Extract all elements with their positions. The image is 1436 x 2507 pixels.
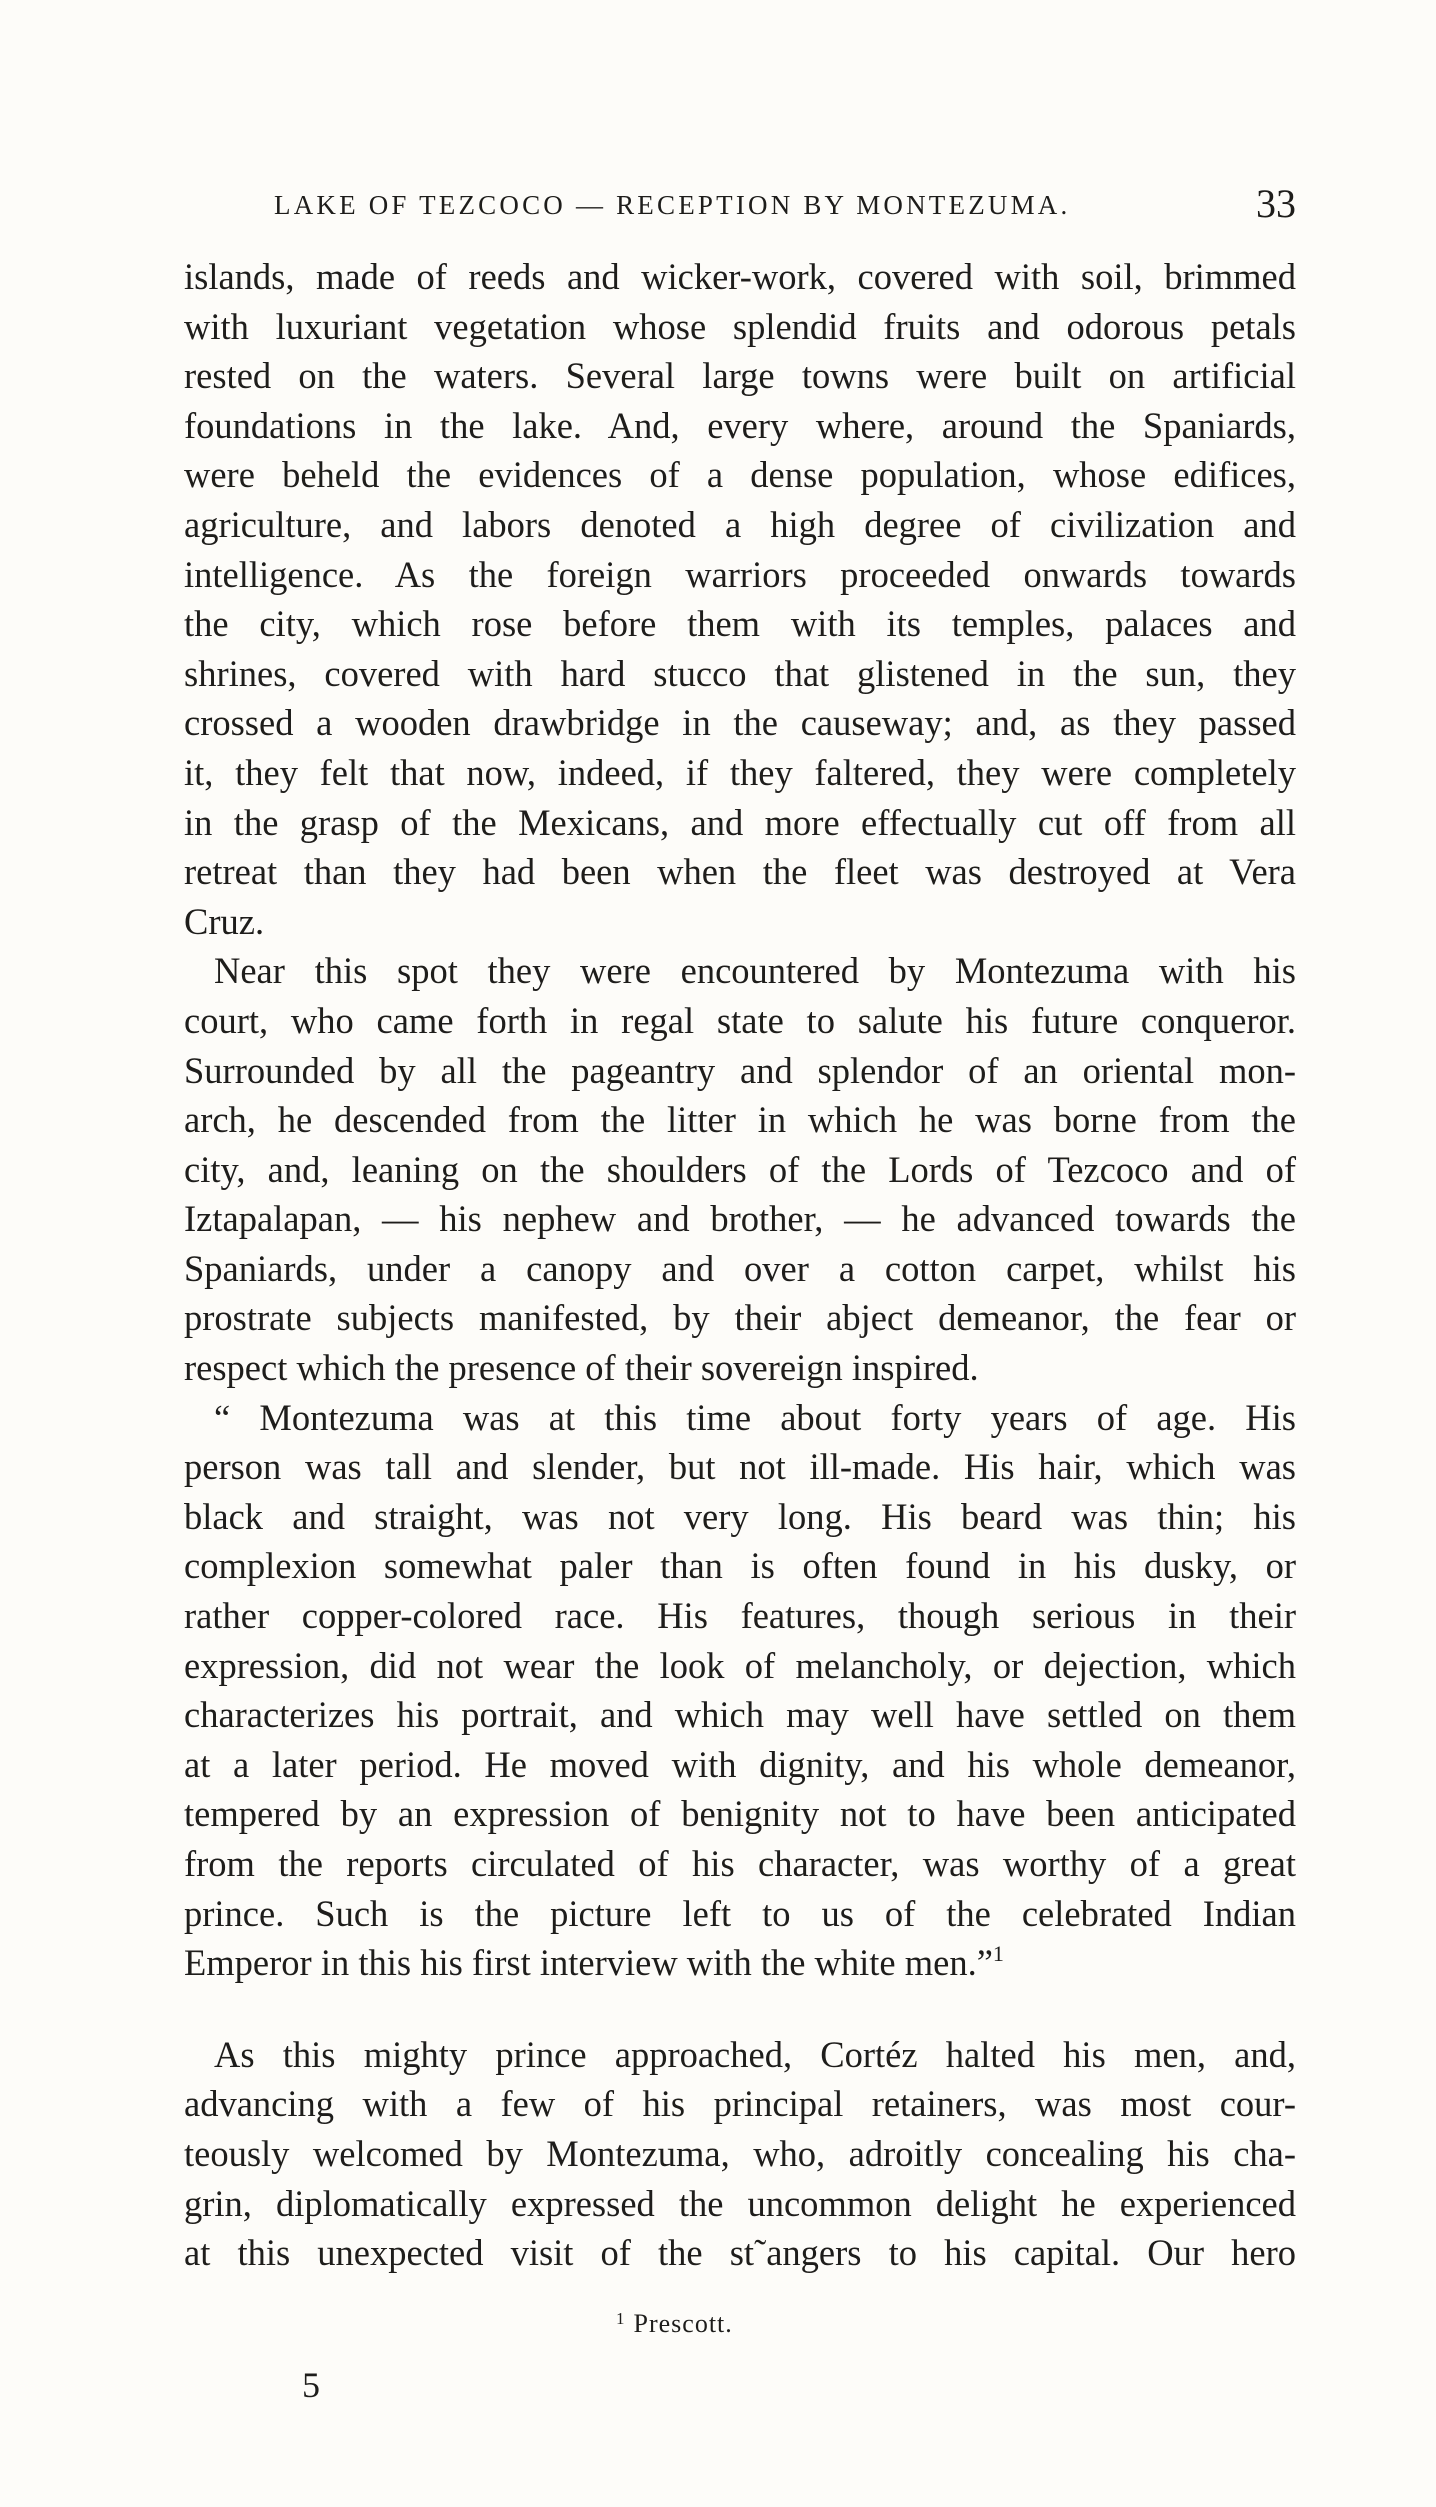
text-line: Iztapalapan, — his nephew and brother, — he advanced towards the [184, 1198, 1296, 1240]
text-line: arch, he descended from the litter in which he was borne from the [184, 1099, 1296, 1141]
footnote-marker: 1 [616, 2309, 626, 2328]
footnote-reference[interactable]: 1 [992, 1941, 1004, 1967]
text-line: prince. Such is the picture left to us of the celebrated Indian [184, 1892, 1296, 1934]
signature-mark: 5 [302, 2365, 320, 2405]
text-line: agriculture, and labors denoted a high degree of civilization and [184, 503, 1296, 545]
page-number: 33 [1256, 181, 1296, 226]
text-line: black and straight, was not very long. His beard was thin; his [184, 1495, 1296, 1537]
footnote [616, 2309, 733, 2339]
running-header [274, 180, 1296, 228]
text-line: teously welcomed by Montezuma, who, adroitly concealing his cha- [184, 2132, 1296, 2174]
text-line: Emperor in this his first interview with the white men.” [184, 1942, 993, 1984]
text-line: intelligence. As the foreign warriors proceeded onwards towards [184, 553, 1296, 595]
text-line: at a later period. He moved with dignity, and his whole demeanor, [184, 1743, 1296, 1785]
text-line: grin, diplomatically expressed the uncommon delight he experienced [184, 2182, 1296, 2224]
text-line: rather copper-colored race. His features, though serious in their [184, 1595, 1296, 1637]
text-line: respect which the presence of their sovereign inspired. [184, 1347, 979, 1389]
text-line: Surrounded by all the pageantry and splendor of an oriental mon- [184, 1049, 1296, 1091]
text-line: “ Montezuma was at this time about forty years of age. His [214, 1396, 1296, 1438]
text-line: were beheld the evidences of a dense population, whose edifices, [184, 454, 1296, 496]
text-line: in the grasp of the Mexicans, and more effectually cut off from all [184, 801, 1296, 843]
text-line: prostrate subjects manifested, by their abject demeanor, the fear or [184, 1297, 1296, 1339]
text-line-with-footnote [184, 1938, 1296, 1988]
text-line: person was tall and slender, but not ill-made. His hair, which was [184, 1446, 1296, 1488]
text-line: retreat than they had been when the fleet was destroyed at Vera [184, 851, 1296, 893]
text-line: it, they felt that now, indeed, if they faltered, they were completely [184, 751, 1296, 793]
text-line: tempered by an expression of benignity not to have been anticipated [184, 1793, 1296, 1835]
text-line: islands, made of reeds and wicker-work, covered with soil, brimmed [184, 256, 1296, 297]
text-line: advancing with a few of his principal retainers, was most cour- [184, 2083, 1296, 2125]
text-line: court, who came forth in regal state to salute his future conqueror. [184, 999, 1296, 1041]
text-line: As this mighty prince approached, Cortéz halted his men, and, [214, 2033, 1296, 2075]
text-line: with luxuriant vegetation whose splendid fruits and odorous petals [184, 305, 1296, 347]
text-line: city, and, leaning on the shoulders of the Lords of Tezcoco and of [184, 1148, 1296, 1190]
footnote-text: Prescott. [633, 2309, 733, 2338]
paragraph-gap [184, 1988, 1296, 2030]
text-line: expression, did not wear the look of melancholy, or dejection, which [184, 1644, 1296, 1686]
text-line: Spaniards, under a canopy and over a cotton carpet, whilst his [184, 1247, 1296, 1289]
text-line: crossed a wooden drawbridge in the causeway; and, as they passed [184, 702, 1296, 744]
text-line: Near this spot they were encountered by Montezuma with his [214, 950, 1296, 992]
text-line: Cruz. [184, 900, 265, 942]
text-line: rested on the waters. Several large towns were built on artificial [184, 355, 1296, 397]
text-line: characterizes his portrait, and which may well have settled on them [184, 1694, 1296, 1736]
body-text [184, 252, 1296, 2278]
running-title: LAKE OF TEZCOCO — RECEPTION BY MONTEZUMA. [274, 190, 1071, 220]
text-line: from the reports circulated of his character, was worthy of a great [184, 1843, 1296, 1884]
text-line: shrines, covered with hard stucco that glistened in the sun, they [184, 652, 1296, 694]
text-line: at this unexpected visit of the st˜angers to his capital. Our hero [184, 2232, 1296, 2274]
text-line: foundations in the lake. And, every where, around the Spaniards, [184, 404, 1296, 446]
text-line: the city, which rose before them with its temples, palaces and [184, 603, 1296, 645]
text-line: complexion somewhat paler than is often found in his dusky, or [184, 1545, 1296, 1587]
